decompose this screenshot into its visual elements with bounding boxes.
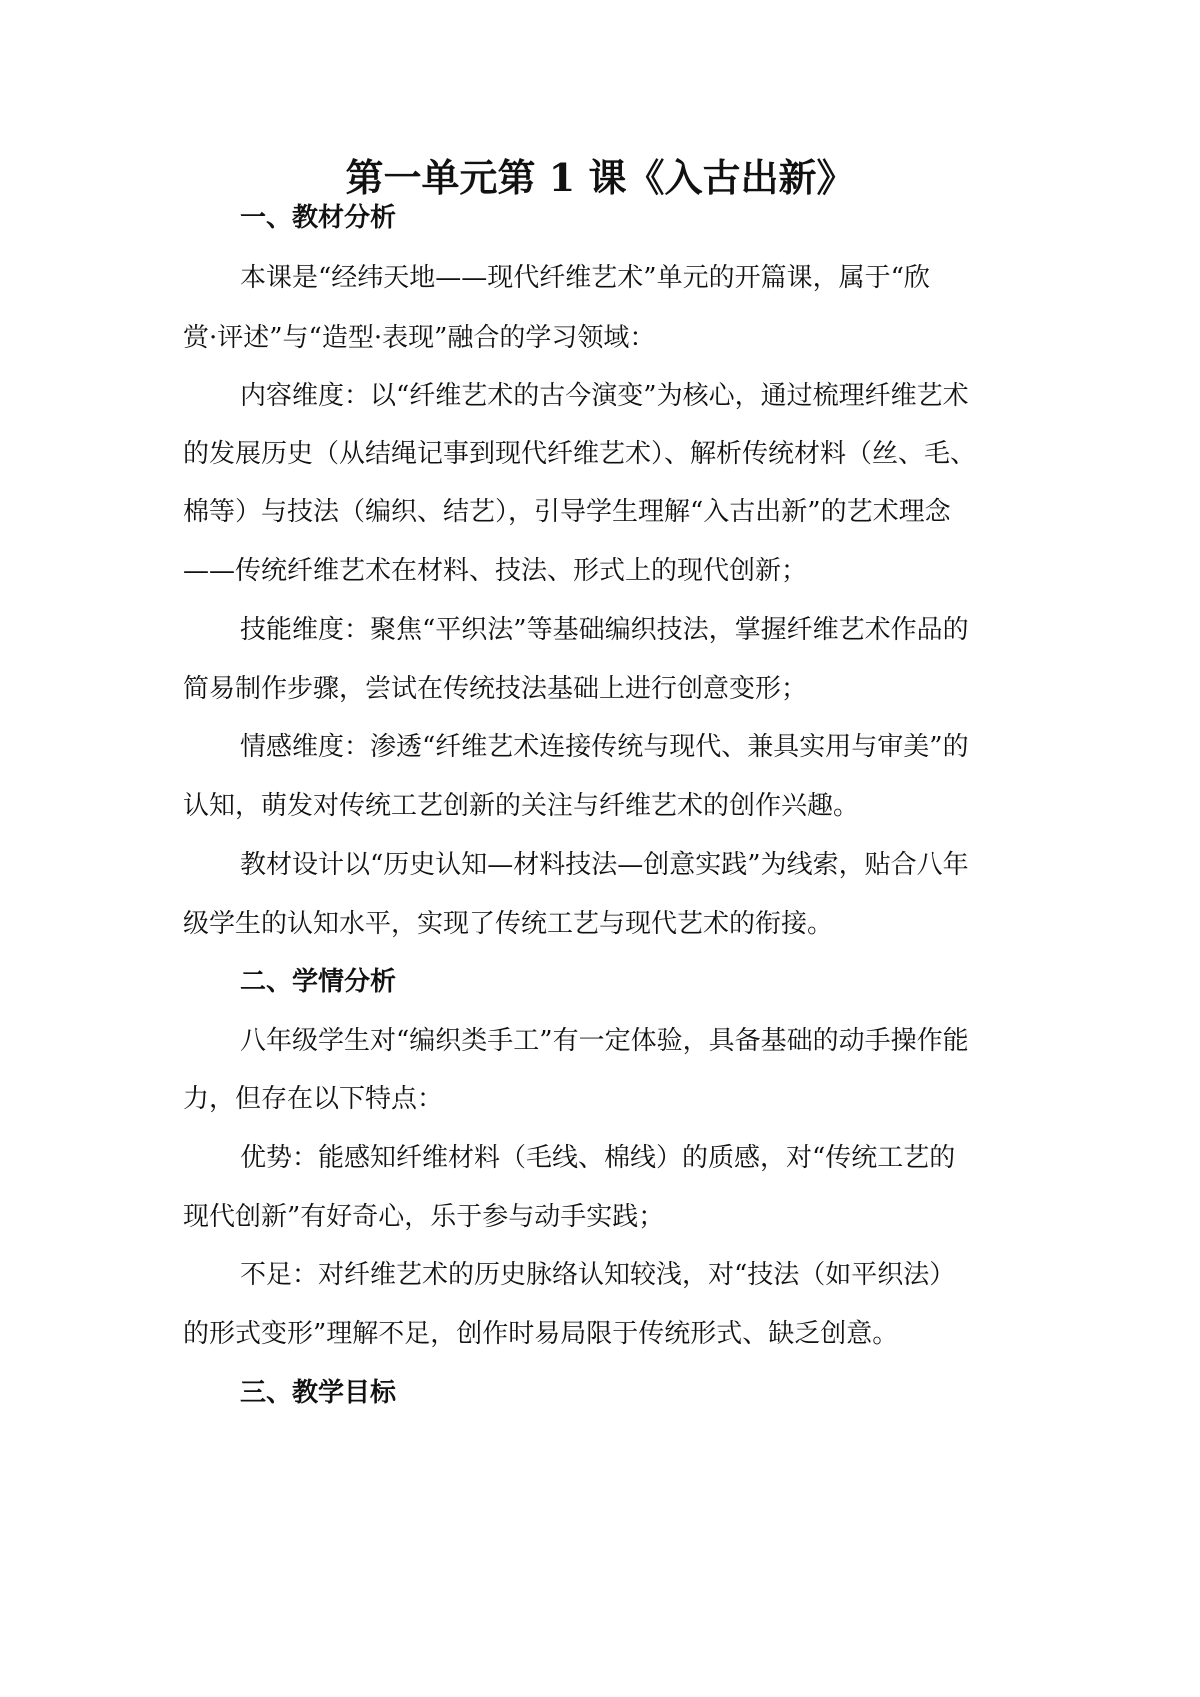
section-heading-student-analysis: 二、学情分析 [240,967,397,997]
paragraph-line: 教材设计以“历史认知—材料技法—创意实践”为线索，贴合八年 [240,850,969,880]
section-heading-textbook-analysis: 一、教材分析 [240,203,397,233]
paragraph-line: 本课是“经纬天地——现代纤维艺术”单元的开篇课，属于“欣 [240,263,930,293]
paragraph-line: 的发展历史（从结绳记事到现代纤维艺术）、解析传统材料（丝、毛、 [183,439,977,469]
paragraph-line: 不足：对纤维艺术的历史脉络认知较浅，对“技法（如平织法） [240,1260,956,1290]
page-title: 第一单元第 1 课《入古出新》 [345,155,855,200]
paragraph-line: 棉等）与技法（编织、结艺），引导学生理解“入古出新”的艺术理念 [183,497,951,527]
paragraph-line: 情感维度：渗透“纤维艺术连接传统与现代、兼具实用与审美”的 [240,732,969,762]
section-heading-teaching-objectives: 三、教学目标 [240,1378,397,1408]
paragraph-line: 的形式变形”理解不足，创作时易局限于传统形式、缺乏创意。 [183,1319,899,1349]
paragraph-line: 技能维度：聚焦“平织法”等基础编织技法，掌握纤维艺术作品的 [240,615,969,645]
paragraph-line: 优势：能感知纤维材料（毛线、棉线）的质感，对“传统工艺的 [240,1143,956,1173]
paragraph-line: 级学生的认知水平，实现了传统工艺与现代艺术的衔接。 [183,909,834,939]
paragraph-line: 简易制作步骤，尝试在传统技法基础上进行创意变形； [183,674,808,704]
paragraph-line: 现代创新”有好奇心，乐于参与动手实践； [183,1202,665,1232]
paragraph-line: ——传统纤维艺术在材料、技法、形式上的现代创新； [183,556,808,586]
paragraph-line: 赏·评述”与“造型·表现”融合的学习领域： [183,323,656,353]
paragraph-line: 内容维度：以“纤维艺术的古今演变”为核心，通过梳理纤维艺术 [240,381,969,411]
paragraph-line: 力，但存在以下特点： [183,1084,444,1114]
paragraph-line: 认知，萌发对传统工艺创新的关注与纤维艺术的创作兴趣。 [183,791,860,821]
paragraph-line: 八年级学生对“编织类手工”有一定体验，具备基础的动手操作能 [240,1026,969,1056]
